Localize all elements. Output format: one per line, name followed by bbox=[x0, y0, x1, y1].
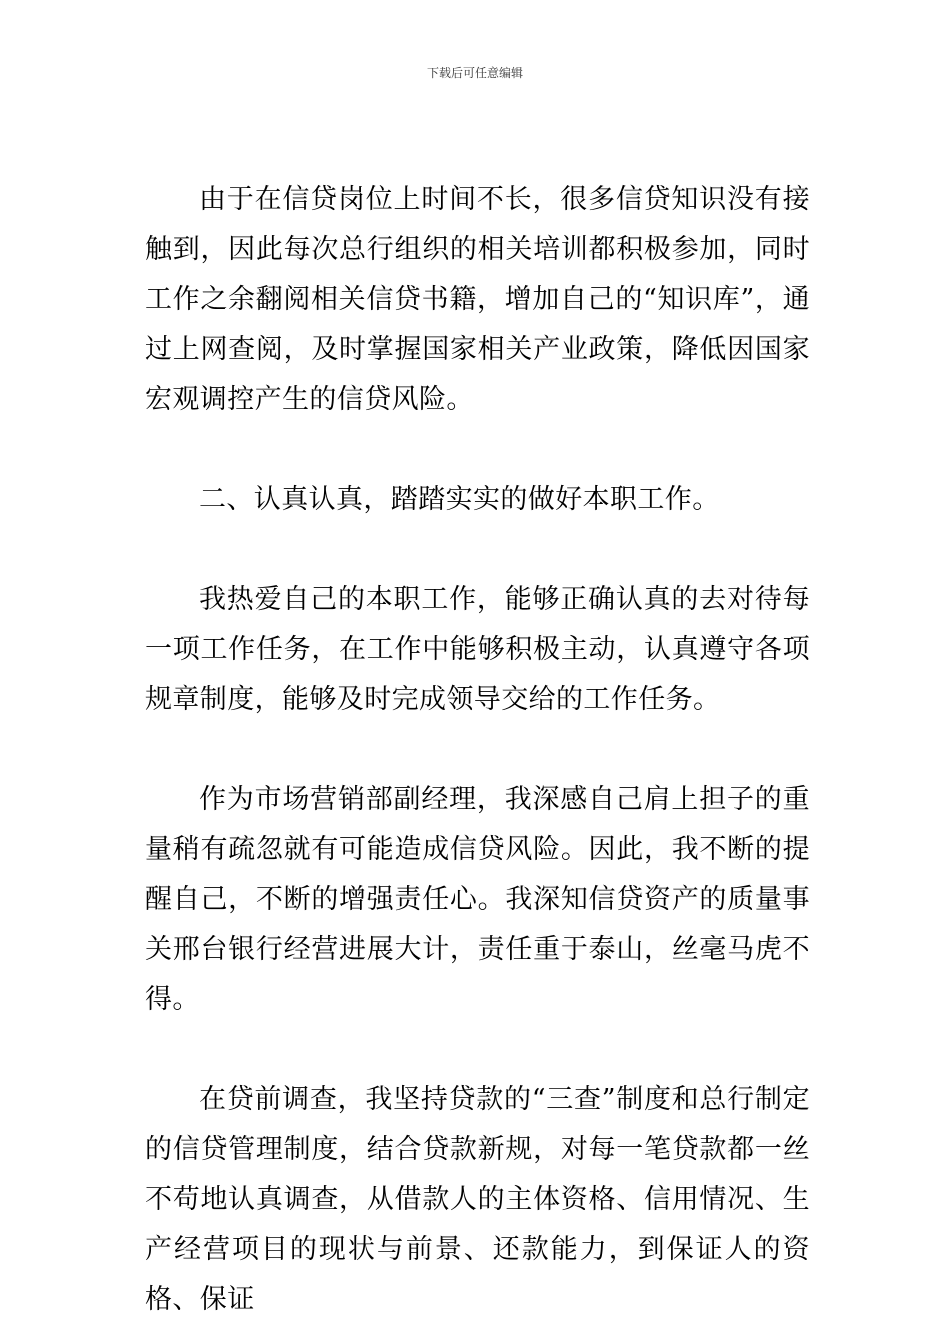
paragraph-dedication: 我热爱自己的本职工作，能够正确认真的去对待每一项工作任务，在工作中能够积极主动，认真遵守各项规章制度，能够及时完成领导交给的工作任务。 bbox=[145, 584, 810, 715]
paragraph-training: 由于在信贷岗位上时间不长，很多信贷知识没有接触到，因此每次总行组织的相关培训都积极参加，同时工作之余翻阅相关信贷书籍，增加自己的“知识库”，通过上网查阅，及时掌握国家相关产业政策，降低因国家宏观调控产生的信贷风险。 bbox=[145, 184, 810, 415]
paragraph-responsibility: 作为市场营销部副经理，我深感自己肩上担子的重量稍有疏忽就有可能造成信贷风险。因此，我不断的提醒自己，不断的增强责任心。我深知信贷资产的质量事关邢台银行经营进展大计，责任重于泰山，丝毫马虎不得。 bbox=[145, 784, 810, 1015]
paragraph-spacer bbox=[145, 1025, 810, 1075]
paragraph-spacer bbox=[145, 525, 810, 575]
section-heading-2: 二、认真认真，踏踏实实的做好本职工作。 bbox=[199, 484, 720, 515]
paragraph-loan-investigation: 在贷前调查，我坚持贷款的“三查”制度和总行制定的信贷管理制度，结合贷款新规，对每一笔贷款都一丝不苟地认真调查，从借款人的主体资格、信用情况、生产经营项目的现状与前景、还款能力，到保证人的资格、保证 bbox=[145, 1084, 810, 1315]
paragraph-spacer bbox=[145, 425, 810, 475]
document-body bbox=[145, 175, 810, 1325]
paragraph-spacer bbox=[145, 725, 810, 775]
page-header: 下载后可任意编辑 bbox=[426, 66, 523, 80]
